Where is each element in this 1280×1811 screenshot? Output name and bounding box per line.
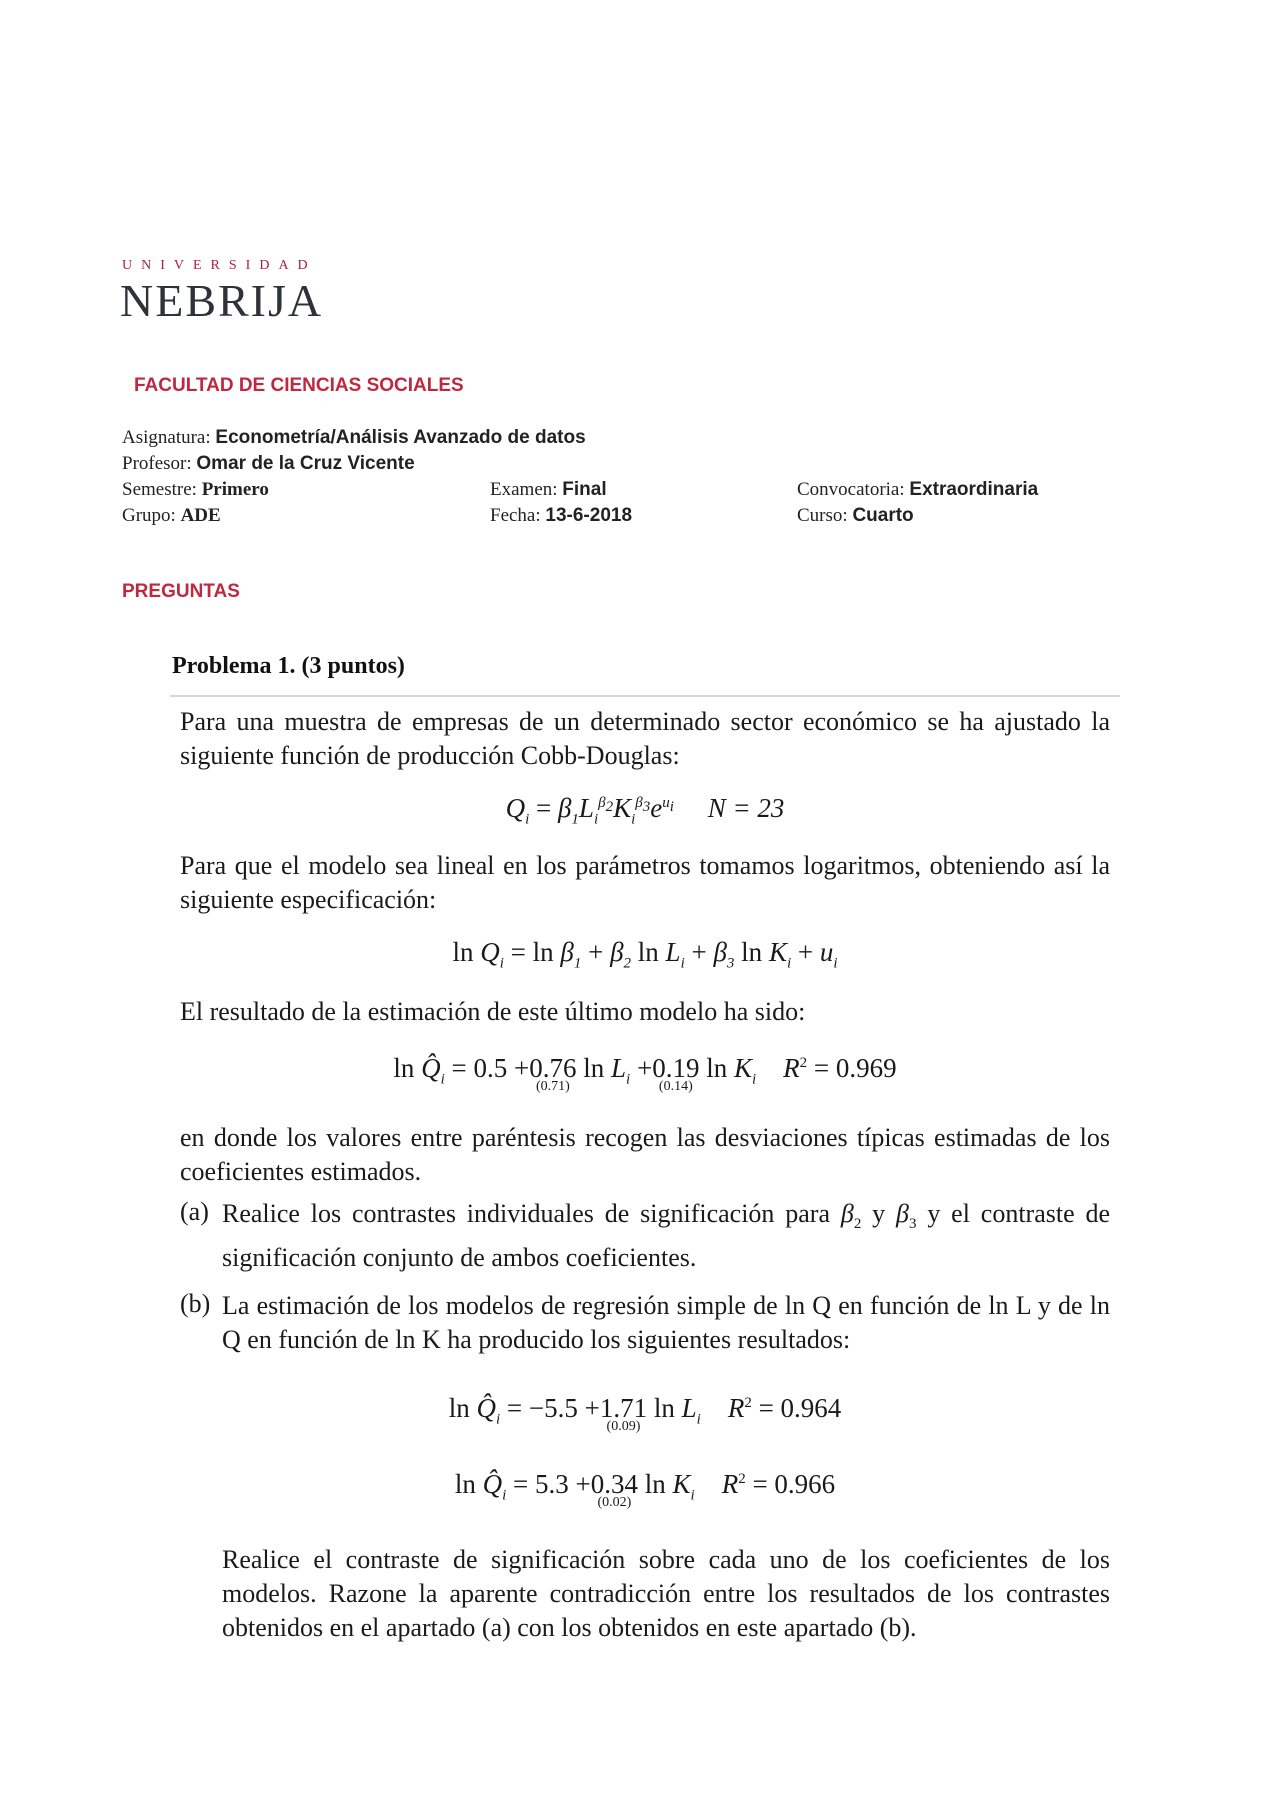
- est-const: 0.5: [473, 1053, 508, 1083]
- reg1-b: 1.71: [599, 1393, 648, 1423]
- faculty-heading: FACULTAD DE CIENCIAS SOCIALES: [134, 375, 464, 396]
- grupo-line: [122, 505, 221, 527]
- profesor-value: Omar de la Cruz Vicente: [196, 453, 415, 474]
- reg1-se: (0.09): [606, 1419, 641, 1434]
- semestre-line: [122, 479, 269, 501]
- reg1-r2: 0.964: [780, 1393, 842, 1423]
- profesor-line: [122, 453, 415, 475]
- convocatoria-label: Convocatoria:: [797, 479, 905, 500]
- curso-line: [797, 505, 914, 527]
- est-b3: 0.19: [652, 1053, 700, 1083]
- convocatoria-value: Extraordinaria: [909, 479, 1039, 500]
- estimated-model: $\ln Q̂_i = 0.5 +0.76$ (0.71) $\ln L_i +0.19$ (0.14) $\ln K_i$ $R^2 = 0.969$: [393, 1053, 897, 1094]
- preguntas-heading: PREGUNTAS: [122, 581, 240, 602]
- grupo-value: ADE: [180, 505, 221, 526]
- semestre-label: Semestre:: [122, 479, 197, 500]
- curso-label: Curso:: [797, 505, 848, 526]
- convocatoria-line: [797, 479, 1038, 501]
- item-a: Realice los contrastes individuales de significación para $\beta_2$ y $\beta_3$ y el contraste de significación conjunto de ambos coeficientes.: [222, 1199, 1111, 1273]
- fecha-value: 13-6-2018: [545, 505, 633, 526]
- est-b2: 0.76: [529, 1053, 577, 1083]
- reg2-r2: 0.966: [774, 1469, 836, 1499]
- cobb-douglas-equation: $Q_i = \beta_1L_i^{\beta_2}K_i^{\beta_3}e^{u_i}$ N = 23: [505, 793, 785, 828]
- est-se3: (0.14): [658, 1079, 693, 1094]
- asignatura-line: [122, 427, 586, 449]
- problem-title: Problema 1. (3 puntos): [172, 653, 405, 679]
- reg2-se: (0.02): [597, 1495, 632, 1510]
- asignatura-value: Econometría/Análisis Avanzado de datos: [215, 427, 586, 448]
- item-a-text-1: Realice los contrastes individuales de significación para: [222, 1199, 830, 1228]
- est-r2: 0.969: [835, 1053, 897, 1083]
- regression-q-on-k: $\ln Q̂_i = 5.3 +0.34$ (0.02) $\ln K_i$ $R^2 = 0.966$: [454, 1469, 836, 1510]
- log-specification: $\ln Q_i = \ln \beta_1 + \beta_2$ $\ln L_i + \beta_3$ $\ln K_i + u_i$: [452, 937, 838, 972]
- result-paragraph: El resultado de la estimación de este último modelo ha sido:: [180, 997, 806, 1026]
- asignatura-label: Asignatura:: [122, 427, 211, 448]
- semestre-value: Primero: [201, 479, 269, 500]
- problem-statement: [170, 695, 1120, 1682]
- item-a-text-2: y el contraste de significación conjunto de ambos coeficientes.: [222, 1199, 1111, 1273]
- intro-paragraph: Para una muestra de empresas de un determinado sector económico se ha ajustado la siguiente función de producción Cobb-Douglas:: [180, 707, 1110, 770]
- university-logo: NEBRIJA: [120, 275, 324, 326]
- sample-size: N = 23: [707, 793, 785, 823]
- reg2-b: 0.34: [590, 1469, 638, 1499]
- university-logo-top: UNIVERSIDAD: [122, 258, 317, 273]
- examen-label: Examen:: [490, 479, 558, 500]
- regression-q-on-l: $\ln Q̂_i = -5.5 +1.71$ (0.09) $\ln L_i$ $R^2 = 0.964$: [448, 1393, 842, 1434]
- item-a-letter: (a): [180, 1197, 209, 1226]
- grupo-label: Grupo:: [122, 505, 176, 526]
- closing-paragraph: Realice el contraste de significación sobre cada uno de los coeficientes de los modelos. Razone la aparente contradicción entre los resultados de los contrastes obtenidos en el apartado (a) con los obtenidos en este apartado (b).: [222, 1545, 1110, 1642]
- reg1-const: −5.5: [528, 1393, 578, 1423]
- item-b: La estimación de los modelos de regresión simple de ln Q en función de ln L y de ln Q en función de ln K ha producido los siguientes resultados:: [222, 1291, 1110, 1354]
- profesor-label: Profesor:: [122, 453, 192, 474]
- log-paragraph: Para que el modelo sea lineal en los parámetros tomamos logaritmos, obteniendo así la siguiente especificación:: [180, 851, 1110, 914]
- fecha-line: [490, 505, 632, 527]
- examen-value: Final: [562, 479, 607, 500]
- examen-line: [490, 479, 607, 501]
- fecha-label: Fecha:: [490, 505, 541, 526]
- est-se2: (0.71): [535, 1079, 570, 1094]
- curso-value: Cuarto: [852, 505, 914, 526]
- item-b-letter: (b): [180, 1289, 211, 1318]
- stddev-paragraph: en donde los valores entre paréntesis recogen las desviaciones típicas estimadas de los coeficientes estimados.: [180, 1123, 1110, 1186]
- reg2-const: 5.3: [535, 1469, 569, 1499]
